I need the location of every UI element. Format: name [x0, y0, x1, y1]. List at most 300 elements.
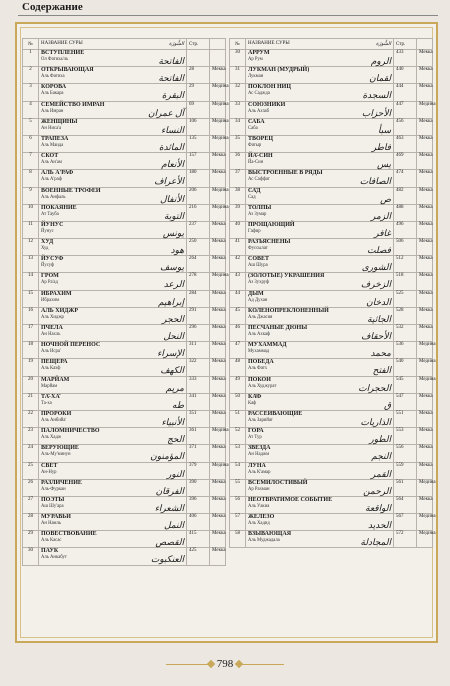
- sura-transliteration: Ол Фатиха/ль: [41, 57, 69, 62]
- sura-page: 180: [187, 170, 210, 187]
- sura-name-cell: [246, 342, 394, 359]
- sura-name-arabic: الشعراء: [154, 502, 184, 513]
- sura-name-arabic: الأنفال: [160, 193, 184, 204]
- sura-transliteration: Аль К'амар: [248, 469, 271, 475]
- sura-name-cell: [246, 239, 394, 256]
- sura-name-ru: ПОВЕСТВОВАНИЕ: [41, 531, 97, 538]
- sura-revelation-place: Мекка: [210, 221, 226, 238]
- sura-name-cell: [39, 479, 187, 496]
- sura-name-ru: ВОЕННЫЕ ТРОФЕИ: [41, 187, 101, 194]
- sura-page: 135: [187, 135, 210, 152]
- sura-name-arabic: الإسراء: [157, 348, 184, 359]
- sura-row: [230, 256, 433, 273]
- sura-name-cell: [39, 170, 187, 187]
- sura-name-cell: [246, 325, 394, 342]
- page-footer: [0, 658, 450, 670]
- sura-row: [23, 548, 226, 565]
- sura-name-ru: МАРЙАМ: [41, 376, 70, 383]
- sura-page: 518: [394, 273, 417, 290]
- header-rule: [18, 15, 438, 16]
- sura-name-cell: [39, 135, 187, 152]
- sura-name-cell: [246, 496, 394, 513]
- sura-number: 22: [23, 410, 39, 427]
- sura-page: 488: [394, 204, 417, 221]
- sura-transliteration: Лукман: [248, 74, 264, 80]
- sura-name-cell: [246, 531, 394, 548]
- sura-name-ru: ИБРАХИМ: [41, 290, 72, 297]
- sura-name-ru: НЕОТВРАТИМОЕ СОБЫТИЕ: [248, 496, 333, 503]
- sura-number: 32: [230, 84, 246, 101]
- sura-number: 11: [23, 221, 39, 238]
- sura-name-arabic: الواقعة: [365, 502, 391, 513]
- sura-name-arabic: غافر: [374, 227, 391, 238]
- sura-number: 57: [230, 514, 246, 531]
- sura-page: 536: [394, 342, 417, 359]
- sura-name-cell: [246, 118, 394, 135]
- sura-transliteration: Аль Касас: [41, 538, 62, 544]
- sura-row: [230, 325, 433, 342]
- sura-revelation-place: Мекка: [210, 479, 226, 496]
- sura-page: 551: [394, 410, 417, 427]
- sura-name-cell: [39, 410, 187, 427]
- sura-name-ru: РАЗЛИЧЕНИЕ: [41, 479, 82, 486]
- sura-number: 51: [230, 410, 246, 427]
- sura-name-ru: КА̄Ф: [248, 393, 262, 400]
- sura-page: 547: [394, 393, 417, 410]
- sura-revelation-place: Медина: [210, 204, 226, 221]
- sura-name-ru: ПОЭТЫ: [41, 496, 65, 503]
- sura-page: 506: [394, 239, 417, 256]
- sura-row: [23, 359, 226, 376]
- sura-transliteration: Аль Хиджр: [41, 314, 64, 320]
- sura-number: 34: [230, 118, 246, 135]
- sura-transliteration: Йусуф: [41, 263, 55, 269]
- sura-revelation-place: Мекка: [417, 204, 433, 221]
- sura-name-arabic: الشورى: [361, 262, 391, 273]
- sura-name-cell: [246, 290, 394, 307]
- sura-transliteration: Аль Зарийат: [248, 417, 273, 423]
- sura-page: 447: [394, 101, 417, 118]
- sura-number: 21: [23, 393, 39, 410]
- sura-row: [230, 290, 433, 307]
- sura-name-ru: ЙА̄-СИН: [248, 153, 273, 160]
- sura-number: 35: [230, 135, 246, 152]
- sura-page: 157: [187, 153, 210, 170]
- sura-row: [230, 187, 433, 204]
- sura-name-ru: ЙУНУС: [41, 221, 64, 228]
- sura-name-ru: КОЛЕНОПРЕКЛОНЕННЫЙ: [248, 307, 329, 314]
- sura-name-cell: [246, 67, 394, 84]
- sura-transliteration: Ан-Нур: [41, 469, 57, 475]
- sura-revelation-place: Мекка: [210, 342, 226, 359]
- sura-row: [23, 531, 226, 548]
- sura-name-ru: ОТКРЫВАЮЩАЯ: [41, 67, 94, 74]
- sura-name-ru: ЛУНА: [248, 462, 266, 469]
- sura-transliteration: Аль Анкабут: [41, 555, 67, 561]
- sura-page: 284: [187, 290, 210, 307]
- sura-row: [230, 135, 433, 152]
- sura-name-ru: СЕМЕЙСТВО ИМРАН: [41, 101, 105, 108]
- sura-revelation-place: Медина: [210, 428, 226, 445]
- sura-name-arabic: الزخرف: [360, 279, 391, 290]
- sura-page: 528: [394, 307, 417, 324]
- sura-name-arabic: مريم: [165, 382, 184, 393]
- sura-revelation-place: Мекка: [417, 307, 433, 324]
- sura-transliteration: Ан Намль: [41, 521, 61, 527]
- sura-name-ru: СВЕТ: [41, 462, 58, 469]
- sura-transliteration: Аз Зумар: [248, 211, 267, 217]
- sura-name-arabic: النساء: [161, 124, 184, 135]
- sura-number: 8: [23, 170, 39, 187]
- sura-number: 28: [23, 514, 39, 531]
- sura-number: 50: [230, 393, 246, 410]
- sura-name-arabic: الأحزاب: [361, 107, 391, 118]
- sura-name-cell: [39, 101, 187, 118]
- sura-name-ru: ТА̄-ХА̄: [41, 393, 60, 400]
- sura-name-cell: [39, 221, 187, 238]
- sura-name-arabic: الحديد: [367, 520, 391, 531]
- sura-number: 49: [230, 376, 246, 393]
- sura-name-ru: ПОКОИ: [248, 376, 271, 383]
- sura-transliteration: Аль Худжурат: [248, 383, 277, 389]
- sura-name-arabic: البقرة: [161, 90, 184, 101]
- sura-name-ru: САБА: [248, 118, 265, 125]
- sura-number: 25: [23, 462, 39, 479]
- sura-page: 322: [187, 359, 210, 376]
- sura-name-arabic: يس: [377, 159, 391, 170]
- sura-name-ru: НОЧНОЙ ПЕРЕНОС: [41, 342, 101, 349]
- sura-name-arabic: فاطر: [371, 141, 391, 152]
- sura-name-ru: ПРОРОКИ: [41, 410, 72, 417]
- sura-row: [23, 273, 226, 290]
- sura-name-arabic: الزمر: [371, 210, 391, 221]
- sura-revelation-place: Мекка: [210, 325, 226, 342]
- sura-name-cell: [39, 514, 187, 531]
- sura-page: 333: [187, 376, 210, 393]
- sura-row: [23, 204, 226, 221]
- sura-revelation-place: Медина: [417, 342, 433, 359]
- sura-revelation-place: Медина: [210, 135, 226, 152]
- sura-transliteration: Йа-Син: [248, 160, 264, 166]
- sura-name-arabic: يونس: [162, 227, 184, 238]
- sura-number: 39: [230, 204, 246, 221]
- sura-revelation-place: Мекка: [210, 359, 226, 376]
- sura-page: 525: [394, 290, 417, 307]
- sura-row: [23, 325, 226, 342]
- sura-page: 553: [394, 428, 417, 445]
- sura-row: [23, 153, 226, 170]
- sura-number: 36: [230, 153, 246, 170]
- sura-name-ru: ВСЕМИЛОСТИВЫЙ: [248, 479, 308, 486]
- sura-row: [23, 342, 226, 359]
- sura-page: 390: [187, 479, 210, 496]
- sura-revelation-place: Мекка: [210, 445, 226, 462]
- sura-page: 396: [187, 496, 210, 513]
- header-page: Стр.: [187, 39, 210, 50]
- sura-page: 250: [187, 239, 210, 256]
- sura-page: 545: [394, 376, 417, 393]
- header-num: №: [23, 39, 39, 50]
- sura-row: [230, 462, 433, 479]
- sura-page: 425: [187, 548, 210, 565]
- sura-number: 27: [23, 496, 39, 513]
- sura-number: 15: [23, 290, 39, 307]
- sura-page: 540: [394, 359, 417, 376]
- sura-number: 45: [230, 307, 246, 324]
- sura-name-cell: [246, 170, 394, 187]
- sura-revelation-place: Медина: [210, 273, 226, 290]
- sura-name-ru: ГОРА: [248, 428, 264, 435]
- sura-name-arabic: النور: [167, 468, 184, 479]
- sura-name-ru: ПОБЕДА: [248, 359, 274, 366]
- sura-name-ru: ХУД: [41, 239, 54, 246]
- sura-name-cell: [246, 50, 394, 67]
- sura-name-arabic: المجادلة: [360, 537, 391, 548]
- sura-revelation-place: Мекка: [210, 548, 226, 565]
- sura-transliteration: Аль Уакиа: [248, 503, 270, 509]
- sura-number: 37: [230, 170, 246, 187]
- sura-name-ru: ЗВЕЗДА: [248, 445, 271, 452]
- sura-transliteration: Аш Шу'ара: [41, 503, 64, 509]
- sura-transliteration: Аль Хадж: [41, 435, 62, 441]
- sura-name-arabic: القصص: [155, 537, 184, 548]
- sura-transliteration: Аль Ан'ам: [41, 160, 62, 166]
- sura-name-arabic: الكهف: [160, 365, 184, 376]
- sura-name-ru: ДЫМ: [248, 290, 264, 297]
- sura-revelation-place: Мекка: [210, 67, 226, 84]
- sura-page: 433: [394, 50, 417, 67]
- sura-revelation-place: Медина: [417, 376, 433, 393]
- sura-name-arabic: الدخان: [366, 296, 391, 307]
- sura-name-ru: РАССЕИВАЮЩИЕ: [248, 410, 303, 417]
- sura-revelation-place: Мекка: [417, 393, 433, 410]
- sura-name-arabic: النجم: [371, 451, 391, 462]
- sura-revelation-place: Мекка: [417, 153, 433, 170]
- sura-name-arabic: الأعراف: [154, 176, 184, 187]
- header-name: НАЗВАНИЕ СУРЫ السُّورَة: [246, 39, 394, 50]
- ornament-left: [166, 664, 210, 665]
- sura-name-arabic: هود: [170, 245, 184, 256]
- sura-name-arabic: القمر: [371, 468, 391, 479]
- sura-transliteration: Ан Нахль: [41, 332, 61, 337]
- sura-name-cell: [39, 376, 187, 393]
- sura-name-cell: [246, 514, 394, 531]
- sura-row: [23, 462, 226, 479]
- sura-number: 12: [23, 239, 39, 256]
- sura-row: [230, 376, 433, 393]
- sura-page: 296: [187, 325, 210, 342]
- sura-number: 7: [23, 153, 39, 170]
- sura-page: 572: [394, 531, 417, 548]
- sura-name-ru: ЖЕЛЕЗО: [248, 514, 275, 521]
- sura-name-cell: [39, 445, 187, 462]
- sura-name-ru: ВСТУПЛЕНИЕ: [41, 50, 85, 56]
- sura-transliteration: Аль Маида: [41, 142, 64, 148]
- sura-row: [23, 256, 226, 273]
- sura-name-ru: ВЗЫВАЮЩАЯ: [248, 531, 292, 538]
- sura-number: 18: [23, 342, 39, 359]
- sura-revelation-place: Мекка: [210, 531, 226, 548]
- sura-revelation-place: Мекка: [210, 239, 226, 256]
- sura-name-cell: [246, 428, 394, 445]
- sura-number: 56: [230, 496, 246, 513]
- sura-revelation-place: Медина: [417, 479, 433, 496]
- sura-name-cell: [246, 221, 394, 238]
- sura-page: 564: [394, 496, 417, 513]
- header-place: [417, 39, 433, 50]
- sura-transliteration: Мухаммад: [248, 349, 270, 355]
- sura-row: [23, 410, 226, 427]
- sura-transliteration: Ат Тауба: [41, 211, 59, 217]
- sura-name-arabic: الحج: [167, 434, 184, 445]
- header-place: [210, 39, 226, 50]
- sura-name-ru: ПЕСЧАНЫЕ ДЮНЫ: [248, 325, 308, 331]
- left-column: [22, 38, 229, 566]
- sura-transliteration: Аш Шура: [248, 263, 268, 269]
- sura-page: 567: [394, 514, 417, 531]
- sura-number: 41: [230, 239, 246, 256]
- sura-name-arabic: المائدة: [158, 141, 184, 152]
- sura-transliteration: Ар Ра'ад: [41, 280, 58, 286]
- sura-transliteration: Ад Духан: [248, 297, 268, 303]
- sura-number: 19: [23, 359, 39, 376]
- sura-revelation-place: Мекка: [417, 325, 433, 342]
- sura-transliteration: Аль-Фуркан: [41, 486, 66, 492]
- sura-name-arabic: ص: [380, 193, 391, 204]
- sura-name-arabic: الأحقاف: [361, 331, 391, 341]
- sura-transliteration: Ат Тур: [248, 435, 262, 441]
- right-column: [229, 38, 436, 548]
- sura-name-arabic: النمل: [164, 520, 184, 531]
- sura-page: 496: [394, 221, 417, 238]
- sura-name-ru: СКОТ: [41, 153, 59, 160]
- sura-number: 1: [23, 50, 39, 67]
- sura-row: [230, 118, 433, 135]
- sura-transliteration: Ан Наджм: [248, 452, 270, 458]
- sura-transliteration: Аль Ахкаф: [248, 332, 271, 337]
- sura-name-cell: [246, 204, 394, 221]
- sura-page: 351: [187, 410, 210, 427]
- sura-row: [23, 239, 226, 256]
- sura-revelation-place: Мекка: [210, 496, 226, 513]
- sura-number: 3: [23, 84, 39, 101]
- sura-row: [230, 393, 433, 410]
- sura-name-arabic: يوسف: [159, 262, 184, 273]
- sura-number: 40: [230, 221, 246, 238]
- sura-row: [230, 153, 433, 170]
- sura-transliteration: Ибрахим: [41, 297, 60, 303]
- sura-page: 406: [187, 514, 210, 531]
- sura-transliteration: Аль Анфаль: [41, 194, 66, 200]
- sura-name-ru: СА̄Д: [248, 187, 261, 194]
- sura-page: 311: [187, 342, 210, 359]
- sura-name-arabic: الأنعام: [161, 159, 184, 170]
- sura-page: 29: [187, 84, 210, 101]
- sura-number: 47: [230, 342, 246, 359]
- sura-row: [23, 393, 226, 410]
- sura-revelation-place: Мекка: [417, 445, 433, 462]
- sura-name-cell: [39, 325, 187, 342]
- sura-revelation-place: Мекка: [417, 170, 433, 187]
- sura-row: [23, 67, 226, 84]
- sura-revelation-place: Медина: [210, 462, 226, 479]
- sura-row: [230, 359, 433, 376]
- sura-page: 440: [394, 67, 417, 84]
- sura-transliteration: Та-ха: [41, 400, 52, 406]
- sura-name-arabic: الجاثية: [367, 313, 391, 324]
- sura-name-arabic: الرحمن: [363, 485, 391, 496]
- sura-number: 2: [23, 67, 39, 84]
- sura-transliteration: Фатыр: [248, 142, 262, 148]
- sura-name-arabic: سبأ: [378, 124, 391, 135]
- sura-row: [230, 170, 433, 187]
- sura-name-ru: (ЗОЛОТЫЕ) УКРАШЕНИЯ: [248, 273, 325, 280]
- sura-name-arabic: آل عمران: [148, 107, 184, 118]
- sura-name-ru: ТРАПЕЗА: [41, 135, 69, 142]
- sura-name-cell: [246, 256, 394, 273]
- sura-name-ru: АРРУМ: [248, 50, 270, 56]
- sura-row: [23, 479, 226, 496]
- sura-row: [23, 496, 226, 513]
- sura-page: 341: [187, 393, 210, 410]
- sura-name-arabic: محمد: [370, 348, 391, 359]
- sura-revelation-place: Мекка: [210, 170, 226, 187]
- sura-transliteration: Гафир: [248, 228, 261, 234]
- sura-number: 26: [23, 479, 39, 496]
- sura-name-cell: [39, 273, 187, 290]
- sura-transliteration: Аль Бакара: [41, 91, 64, 97]
- sura-transliteration: Аль Кахф: [41, 366, 61, 372]
- sura-number: 9: [23, 187, 39, 204]
- right-body: [230, 50, 436, 548]
- sura-name-arabic: الذاريات: [360, 416, 391, 427]
- sura-row: [23, 307, 226, 324]
- sura-row: [23, 376, 226, 393]
- sura-revelation-place: Мекка: [417, 239, 433, 256]
- sura-revelation-place: Мекка: [417, 118, 433, 135]
- sura-page: 69: [187, 101, 210, 118]
- sura-revelation-place: Медина: [417, 359, 433, 376]
- sura-number: 55: [230, 479, 246, 496]
- sura-row: [23, 101, 226, 118]
- sura-revelation-place: Мекка: [417, 290, 433, 307]
- sura-page: 556: [394, 445, 417, 462]
- sura-name-cell: [246, 153, 394, 170]
- sura-row: [230, 307, 433, 324]
- sura-row: [230, 342, 433, 359]
- sura-name-arabic: الفاتحة: [158, 73, 184, 84]
- ornament-right: [240, 664, 284, 665]
- sura-row: [230, 496, 433, 513]
- sura-name-arabic: الفرقان: [155, 485, 184, 496]
- sura-number: 58: [230, 531, 246, 548]
- sura-name-ru: ПОКЛОН НИЦ: [248, 84, 291, 91]
- sura-transliteration: Ар Рахман: [248, 486, 270, 492]
- sura-name-arabic: الحجر: [162, 313, 184, 324]
- sura-revelation-place: Мекка: [417, 273, 433, 290]
- sura-revelation-place: Мекка: [210, 307, 226, 324]
- sura-number: 44: [230, 290, 246, 307]
- sura-revelation-place: Мекка: [210, 410, 226, 427]
- page-header: Содержание: [22, 1, 83, 13]
- sura-name-ru: СОВЕТ: [248, 256, 270, 263]
- sura-name-ru: ГРОМ: [41, 273, 59, 280]
- sura-row: [230, 221, 433, 238]
- sura-revelation-place: Мекка: [417, 221, 433, 238]
- sura-revelation-place: Медина: [210, 84, 226, 101]
- sura-page: 469: [394, 153, 417, 170]
- sura-name-cell: [246, 445, 394, 462]
